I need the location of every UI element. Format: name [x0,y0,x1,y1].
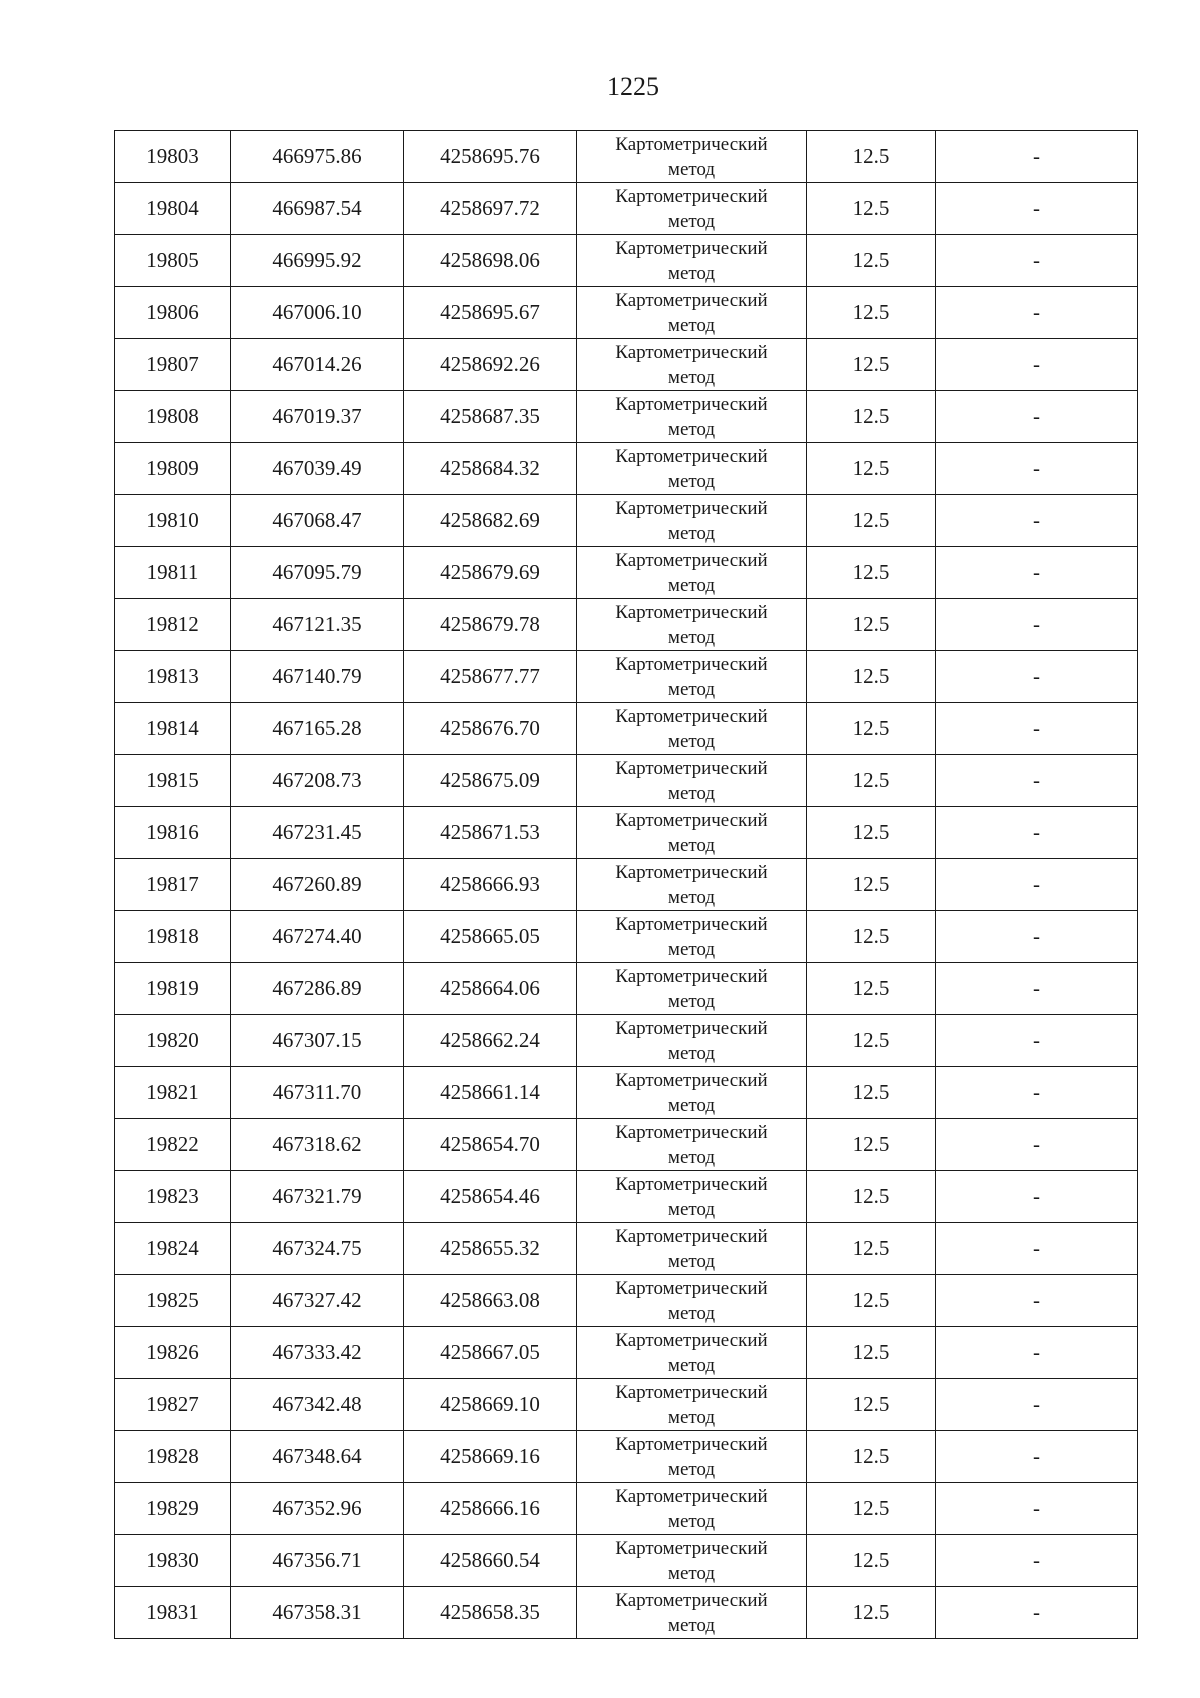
table-row [115,807,1138,859]
y-coordinate-cell: 4258682.69 [404,495,577,547]
method-cell [577,1327,807,1379]
y-coordinate-cell: 4258679.78 [404,599,577,651]
method-cell [577,859,807,911]
y-coordinate-cell: 4258669.16 [404,1431,577,1483]
method-line-1: Картометрический [615,705,768,727]
accuracy-cell: 12.5 [807,287,936,339]
note-cell: - [936,1587,1138,1639]
table-row [115,547,1138,599]
method-line-1: Картометрический [615,185,768,207]
accuracy-cell: 12.5 [807,1171,936,1223]
x-coordinate-cell: 467274.40 [231,911,404,963]
method-cell [577,1587,807,1639]
method-line-2: метод [667,574,716,596]
point-number-cell: 19809 [115,443,231,495]
note-cell: - [936,1223,1138,1275]
x-coordinate-cell: 467068.47 [231,495,404,547]
accuracy-cell: 12.5 [807,1587,936,1639]
accuracy-cell: 12.5 [807,1379,936,1431]
method-line-2: метод [667,470,716,492]
method-cell [577,963,807,1015]
method-line-1: Картометрический [615,289,768,311]
table-row [115,1119,1138,1171]
method-cell [577,1223,807,1275]
table-row [115,339,1138,391]
point-number-cell: 19818 [115,911,231,963]
note-cell: - [936,807,1138,859]
table-row [115,495,1138,547]
method-cell [577,755,807,807]
method-cell [577,651,807,703]
page-number: 1225 [607,72,659,101]
method-cell [577,1015,807,1067]
note-cell: - [936,755,1138,807]
table-row [115,963,1138,1015]
x-coordinate-cell: 467318.62 [231,1119,404,1171]
accuracy-cell: 12.5 [807,495,936,547]
method-line-1: Картометрический [615,757,768,779]
table-row [115,911,1138,963]
point-number-cell: 19825 [115,1275,231,1327]
accuracy-cell: 12.5 [807,859,936,911]
note-cell: - [936,547,1138,599]
method-line-2: метод [667,418,716,440]
point-number-cell: 19826 [115,1327,231,1379]
method-line-2: метод [667,626,716,648]
note-cell: - [936,1379,1138,1431]
point-number-cell: 19808 [115,391,231,443]
note-cell: - [936,235,1138,287]
accuracy-cell: 12.5 [807,1327,936,1379]
table-row [115,287,1138,339]
x-coordinate-cell: 467333.42 [231,1327,404,1379]
y-coordinate-cell: 4258671.53 [404,807,577,859]
accuracy-cell: 12.5 [807,755,936,807]
y-coordinate-cell: 4258663.08 [404,1275,577,1327]
method-cell [577,703,807,755]
method-line-2: метод [667,886,716,908]
method-cell [577,911,807,963]
method-line-1: Картометрический [615,1069,768,1091]
method-line-1: Картометрический [615,445,768,467]
accuracy-cell: 12.5 [807,1483,936,1535]
x-coordinate-cell: 467208.73 [231,755,404,807]
method-line-2: метод [667,990,716,1012]
method-line-1: Картометрический [615,237,768,259]
point-number-cell: 19810 [115,495,231,547]
x-coordinate-cell: 467324.75 [231,1223,404,1275]
table-row [115,703,1138,755]
note-cell: - [936,443,1138,495]
method-line-1: Картометрический [615,1589,768,1611]
y-coordinate-cell: 4258692.26 [404,339,577,391]
method-line-2: метод [667,1510,716,1532]
method-line-2: метод [667,1614,716,1636]
method-line-2: метод [667,1354,716,1376]
x-coordinate-cell: 467321.79 [231,1171,404,1223]
point-number-cell: 19812 [115,599,231,651]
method-line-1: Картометрический [615,1329,768,1351]
table-row [115,1223,1138,1275]
table-row [115,1535,1138,1587]
point-number-cell: 19805 [115,235,231,287]
method-cell [577,235,807,287]
method-line-1: Картометрический [615,393,768,415]
method-line-1: Картометрический [615,1537,768,1559]
y-coordinate-cell: 4258676.70 [404,703,577,755]
note-cell: - [936,287,1138,339]
table-row [115,1275,1138,1327]
accuracy-cell: 12.5 [807,1275,936,1327]
method-line-2: метод [667,834,716,856]
y-coordinate-cell: 4258687.35 [404,391,577,443]
note-cell: - [936,1275,1138,1327]
x-coordinate-cell: 467311.70 [231,1067,404,1119]
y-coordinate-cell: 4258661.14 [404,1067,577,1119]
table-row [115,183,1138,235]
point-number-cell: 19817 [115,859,231,911]
point-number-cell: 19816 [115,807,231,859]
y-coordinate-cell: 4258665.05 [404,911,577,963]
method-line-1: Картометрический [615,497,768,519]
point-number-cell: 19811 [115,547,231,599]
method-cell [577,131,807,183]
method-line-2: метод [667,1458,716,1480]
y-coordinate-cell: 4258675.09 [404,755,577,807]
accuracy-cell: 12.5 [807,547,936,599]
method-cell [577,443,807,495]
x-coordinate-cell: 467039.49 [231,443,404,495]
accuracy-cell: 12.5 [807,1431,936,1483]
accuracy-cell: 12.5 [807,703,936,755]
accuracy-cell: 12.5 [807,963,936,1015]
note-cell: - [936,1431,1138,1483]
x-coordinate-cell: 467356.71 [231,1535,404,1587]
method-line-2: метод [667,1198,716,1220]
y-coordinate-cell: 4258695.67 [404,287,577,339]
method-line-1: Картометрический [615,653,768,675]
note-cell: - [936,131,1138,183]
method-line-2: метод [667,678,716,700]
accuracy-cell: 12.5 [807,1119,936,1171]
table-row [115,131,1138,183]
note-cell: - [936,1119,1138,1171]
method-line-1: Картометрический [615,861,768,883]
x-coordinate-cell: 467014.26 [231,339,404,391]
note-cell: - [936,1171,1138,1223]
note-cell: - [936,339,1138,391]
table-row [115,1327,1138,1379]
x-coordinate-cell: 467121.35 [231,599,404,651]
table-body [115,131,1138,1639]
point-number-cell: 19830 [115,1535,231,1587]
x-coordinate-cell: 467231.45 [231,807,404,859]
note-cell: - [936,599,1138,651]
method-line-2: метод [667,366,716,388]
method-line-2: метод [667,1042,716,1064]
x-coordinate-cell: 467095.79 [231,547,404,599]
method-line-2: метод [667,782,716,804]
table-row [115,651,1138,703]
x-coordinate-cell: 466995.92 [231,235,404,287]
y-coordinate-cell: 4258658.35 [404,1587,577,1639]
method-cell [577,1431,807,1483]
x-coordinate-cell: 467260.89 [231,859,404,911]
y-coordinate-cell: 4258654.46 [404,1171,577,1223]
table-row [115,755,1138,807]
point-number-cell: 19807 [115,339,231,391]
method-line-1: Картометрический [615,965,768,987]
method-line-1: Картометрический [615,913,768,935]
accuracy-cell: 12.5 [807,1535,936,1587]
method-line-1: Картометрический [615,601,768,623]
method-cell [577,1119,807,1171]
method-line-2: метод [667,1562,716,1584]
note-cell: - [936,1015,1138,1067]
accuracy-cell: 12.5 [807,599,936,651]
note-cell: - [936,703,1138,755]
table-row [115,1015,1138,1067]
method-cell [577,1483,807,1535]
method-cell [577,1171,807,1223]
y-coordinate-cell: 4258660.54 [404,1535,577,1587]
method-line-2: метод [667,1094,716,1116]
method-cell [577,599,807,651]
method-line-1: Картометрический [615,549,768,571]
method-line-1: Картометрический [615,1277,768,1299]
y-coordinate-cell: 4258655.32 [404,1223,577,1275]
method-line-1: Картометрический [615,1485,768,1507]
method-line-1: Картометрический [615,1433,768,1455]
note-cell: - [936,651,1138,703]
accuracy-cell: 12.5 [807,1015,936,1067]
method-cell [577,339,807,391]
point-number-cell: 19828 [115,1431,231,1483]
accuracy-cell: 12.5 [807,183,936,235]
method-line-2: метод [667,522,716,544]
method-line-2: метод [667,1406,716,1428]
point-number-cell: 19824 [115,1223,231,1275]
point-number-cell: 19820 [115,1015,231,1067]
method-line-1: Картометрический [615,1121,768,1143]
y-coordinate-cell: 4258667.05 [404,1327,577,1379]
y-coordinate-cell: 4258679.69 [404,547,577,599]
y-coordinate-cell: 4258698.06 [404,235,577,287]
x-coordinate-cell: 467348.64 [231,1431,404,1483]
table-row [115,1587,1138,1639]
point-number-cell: 19823 [115,1171,231,1223]
point-number-cell: 19827 [115,1379,231,1431]
point-number-cell: 19814 [115,703,231,755]
table-row [115,443,1138,495]
point-number-cell: 19821 [115,1067,231,1119]
point-number-cell: 19813 [115,651,231,703]
note-cell: - [936,859,1138,911]
table-row [115,391,1138,443]
accuracy-cell: 12.5 [807,1067,936,1119]
table-row [115,1067,1138,1119]
y-coordinate-cell: 4258684.32 [404,443,577,495]
accuracy-cell: 12.5 [807,339,936,391]
x-coordinate-cell: 467286.89 [231,963,404,1015]
y-coordinate-cell: 4258664.06 [404,963,577,1015]
table-row [115,859,1138,911]
x-coordinate-cell: 466987.54 [231,183,404,235]
method-line-2: метод [667,938,716,960]
x-coordinate-cell: 467140.79 [231,651,404,703]
x-coordinate-cell: 467307.15 [231,1015,404,1067]
y-coordinate-cell: 4258666.16 [404,1483,577,1535]
coordinates-table [114,130,1138,1639]
method-line-1: Картометрический [615,1173,768,1195]
method-line-2: метод [667,158,716,180]
note-cell: - [936,963,1138,1015]
method-cell [577,807,807,859]
method-cell [577,391,807,443]
point-number-cell: 19822 [115,1119,231,1171]
accuracy-cell: 12.5 [807,807,936,859]
note-cell: - [936,1483,1138,1535]
y-coordinate-cell: 4258654.70 [404,1119,577,1171]
accuracy-cell: 12.5 [807,1223,936,1275]
method-cell [577,1379,807,1431]
note-cell: - [936,495,1138,547]
method-line-2: метод [667,1250,716,1272]
y-coordinate-cell: 4258677.77 [404,651,577,703]
method-line-1: Картометрический [615,1017,768,1039]
x-coordinate-cell: 467006.10 [231,287,404,339]
point-number-cell: 19831 [115,1587,231,1639]
x-coordinate-cell: 467358.31 [231,1587,404,1639]
point-number-cell: 19803 [115,131,231,183]
method-line-1: Картометрический [615,809,768,831]
table-row [115,1431,1138,1483]
table-row [115,1379,1138,1431]
x-coordinate-cell: 467327.42 [231,1275,404,1327]
y-coordinate-cell: 4258695.76 [404,131,577,183]
note-cell: - [936,183,1138,235]
method-cell [577,1067,807,1119]
accuracy-cell: 12.5 [807,651,936,703]
accuracy-cell: 12.5 [807,443,936,495]
accuracy-cell: 12.5 [807,391,936,443]
method-cell [577,495,807,547]
method-line-1: Картометрический [615,1381,768,1403]
note-cell: - [936,391,1138,443]
y-coordinate-cell: 4258697.72 [404,183,577,235]
y-coordinate-cell: 4258666.93 [404,859,577,911]
note-cell: - [936,1535,1138,1587]
method-line-2: метод [667,1146,716,1168]
method-cell [577,1275,807,1327]
note-cell: - [936,1067,1138,1119]
x-coordinate-cell: 467342.48 [231,1379,404,1431]
accuracy-cell: 12.5 [807,911,936,963]
method-line-1: Картометрический [615,1225,768,1247]
method-line-1: Картометрический [615,341,768,363]
x-coordinate-cell: 466975.86 [231,131,404,183]
method-line-2: метод [667,730,716,752]
accuracy-cell: 12.5 [807,131,936,183]
table-row [115,1483,1138,1535]
point-number-cell: 19819 [115,963,231,1015]
x-coordinate-cell: 467352.96 [231,1483,404,1535]
method-cell [577,287,807,339]
point-number-cell: 19804 [115,183,231,235]
point-number-cell: 19806 [115,287,231,339]
x-coordinate-cell: 467165.28 [231,703,404,755]
method-line-2: метод [667,314,716,336]
table-row [115,599,1138,651]
method-cell [577,1535,807,1587]
table-row [115,235,1138,287]
note-cell: - [936,911,1138,963]
method-cell [577,547,807,599]
method-line-2: метод [667,1302,716,1324]
point-number-cell: 19829 [115,1483,231,1535]
point-number-cell: 19815 [115,755,231,807]
note-cell: - [936,1327,1138,1379]
table-row [115,1171,1138,1223]
y-coordinate-cell: 4258669.10 [404,1379,577,1431]
method-line-2: метод [667,262,716,284]
method-line-2: метод [667,210,716,232]
method-cell [577,183,807,235]
accuracy-cell: 12.5 [807,235,936,287]
x-coordinate-cell: 467019.37 [231,391,404,443]
method-line-1: Картометрический [615,133,768,155]
y-coordinate-cell: 4258662.24 [404,1015,577,1067]
